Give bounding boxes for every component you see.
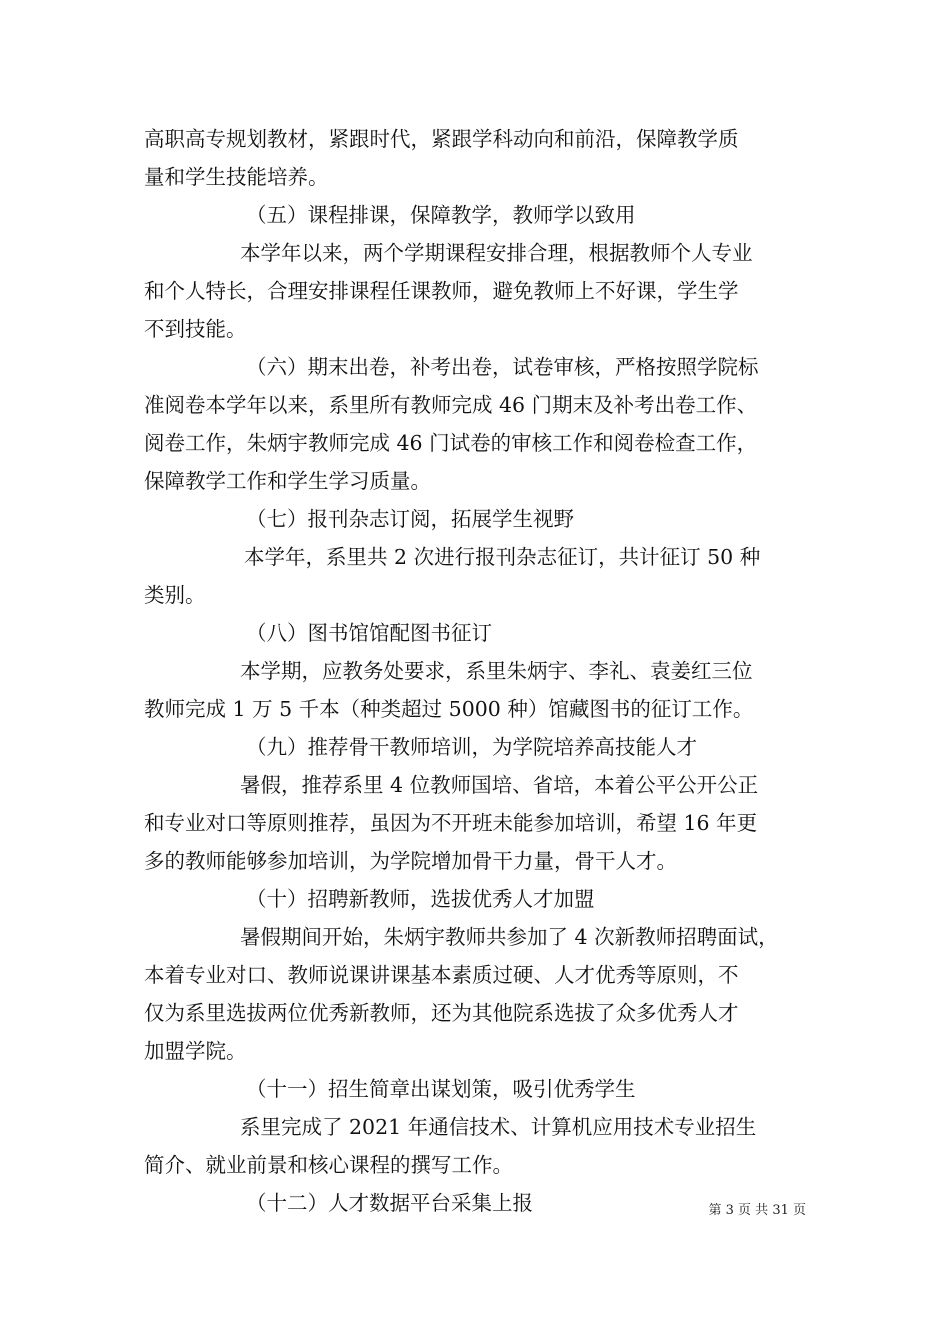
section-heading-6: （六）期末出卷，补考出卷，试卷审核，严格按照学院标	[246, 355, 759, 379]
section-heading-10: （十）招聘新教师，选拔优秀人才加盟	[246, 887, 595, 911]
body-line: 教师完成 1 万 5 千本（种类超过 5000 种）馆藏图书的征订工作。	[144, 697, 754, 721]
body-line: 本学年以来，两个学期课程安排合理，根据教师个人专业	[240, 241, 753, 265]
body-line: 量和学生技能培养。	[144, 165, 329, 189]
body-line: 简介、就业前景和核心课程的撰写工作。	[144, 1153, 513, 1177]
body-line: 本学年，系里共 2 次进行报刊杂志征订，共计征订 50 种	[244, 545, 761, 569]
section-heading-8: （八）图书馆馆配图书征订	[246, 621, 492, 645]
section-heading-12: （十二）人才数据平台采集上报	[246, 1191, 533, 1215]
body-line: 加盟学院。	[144, 1039, 247, 1063]
body-line: 高职高专规划教材，紧跟时代，紧跟学科动向和前沿，保障教学质	[144, 127, 739, 151]
body-line: 和个人特长，合理安排课程任课教师，避免教师上不好课，学生学	[144, 279, 739, 303]
body-line: 和专业对口等原则推荐，虽因为不开班未能参加培训，希望 16 年更	[144, 811, 758, 835]
page-number-footer: 第 3 页 共 31 页	[708, 1203, 806, 1218]
section-heading-5: （五）课程排课，保障教学，教师学以致用	[246, 203, 636, 227]
body-line: 暑假期间开始，朱炳宇教师共参加了 4 次新教师招聘面试，	[240, 925, 779, 949]
section-heading-9: （九）推荐骨干教师培训，为学院培养高技能人才	[246, 735, 697, 759]
body-line: 仅为系里选拔两位优秀新教师，还为其他院系选拔了众多优秀人才	[144, 1001, 739, 1025]
body-line: 本着专业对口、教师说课讲课基本素质过硬、人才优秀等原则，不	[144, 963, 739, 987]
body-line: 保障教学工作和学生学习质量。	[144, 469, 431, 493]
body-line: 本学期，应教务处要求，系里朱炳宇、李礼、袁姜红三位	[240, 659, 753, 683]
body-line: 准阅卷本学年以来，系里所有教师完成 46 门期末及补考出卷工作、	[144, 393, 758, 417]
body-line: 阅卷工作，朱炳宇教师完成 46 门试卷的审核工作和阅卷检查工作，	[144, 431, 758, 455]
body-line: 多的教师能够参加培训，为学院增加骨干力量，骨干人才。	[144, 849, 677, 873]
body-line: 类别。	[144, 583, 206, 607]
body-line: 暑假，推荐系里 4 位教师国培、省培，本着公平公开公正	[240, 773, 759, 797]
section-heading-11: （十一）招生简章出谋划策，吸引优秀学生	[246, 1077, 636, 1101]
document-body	[144, 120, 816, 1222]
body-line: 系里完成了 2021 年通信技术、计算机应用技术专业招生	[240, 1115, 757, 1139]
section-heading-7: （七）报刊杂志订阅，拓展学生视野	[246, 507, 574, 531]
body-line: 不到技能。	[144, 317, 247, 341]
